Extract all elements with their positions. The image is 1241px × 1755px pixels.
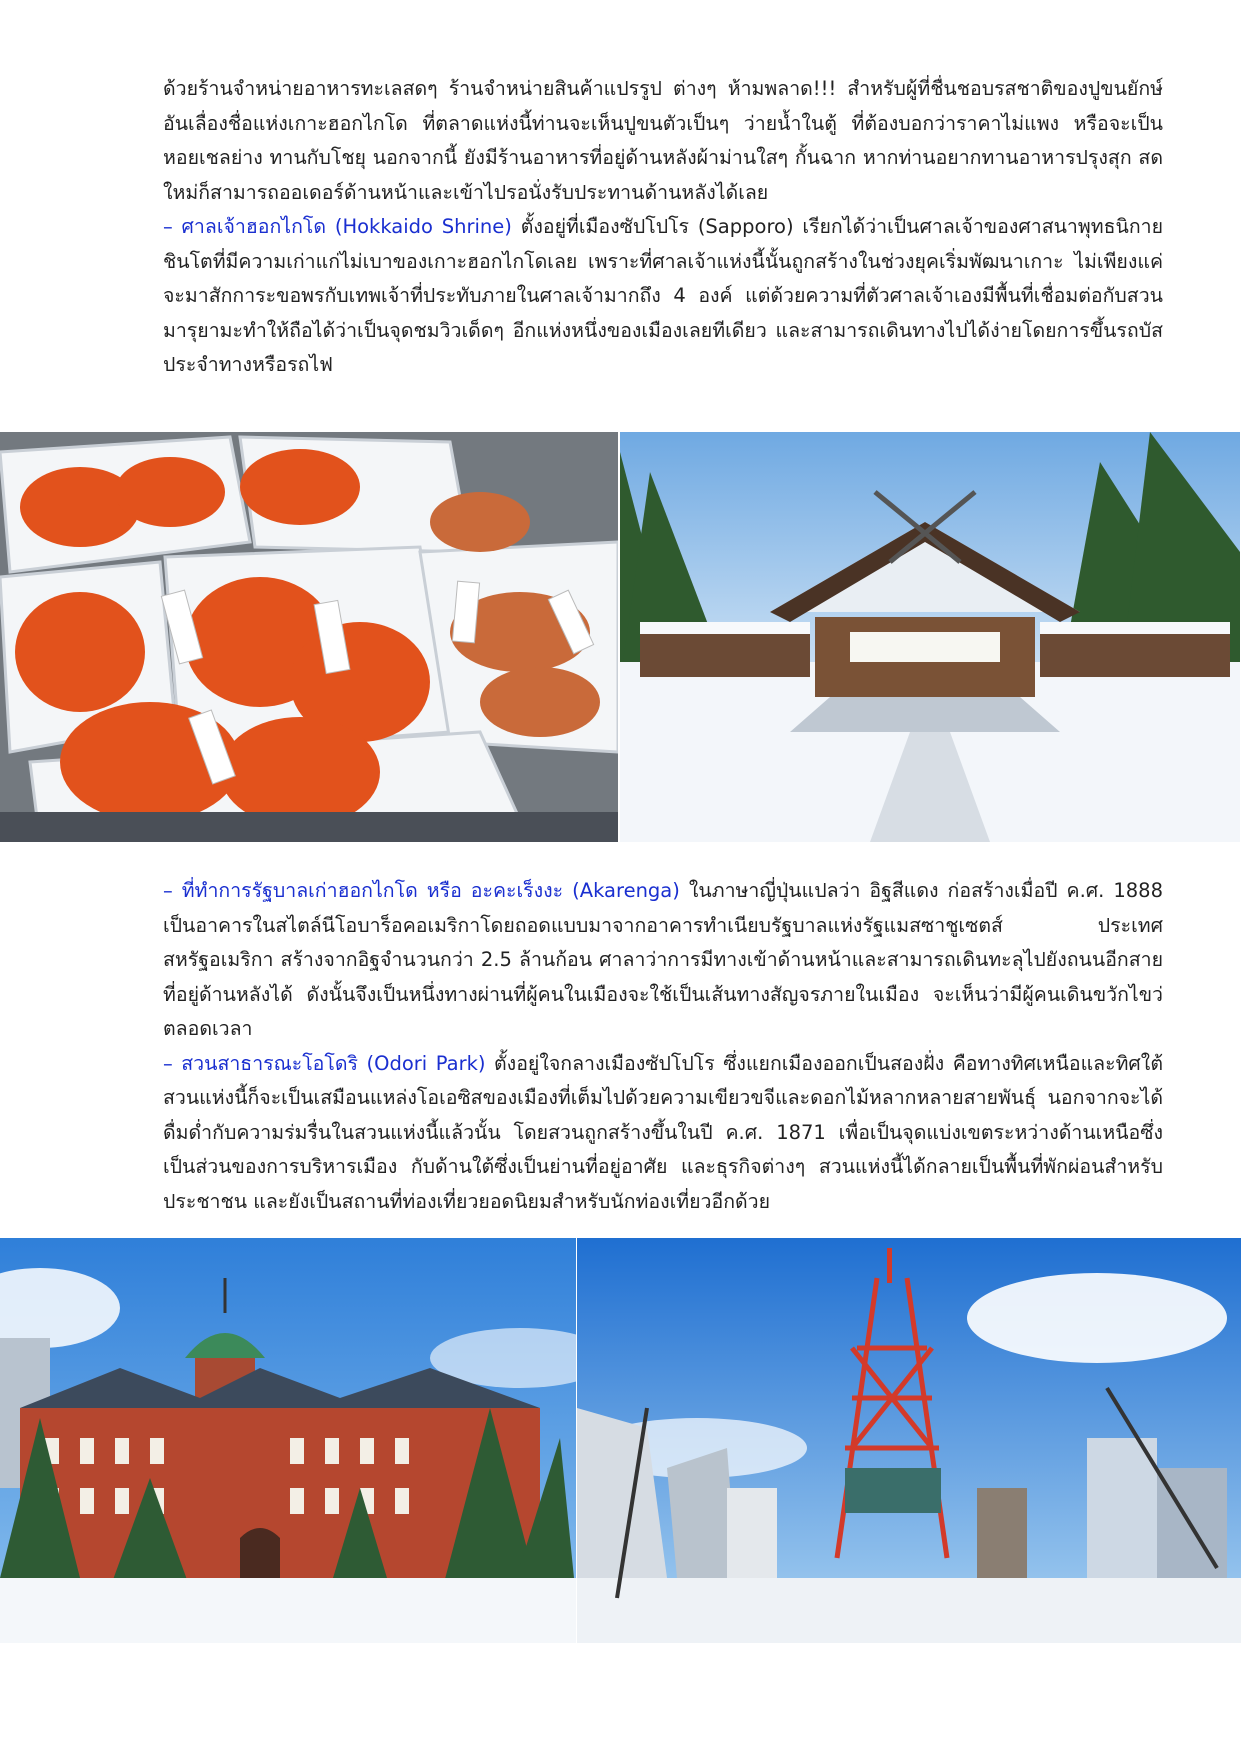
odori-park-heading: – สวนสาธารณะโอโดริ (Odori Park) bbox=[163, 1051, 486, 1075]
odori-park-tv-tower-photo bbox=[577, 1238, 1241, 1643]
hokkaido-shrine-body: ตั้งอยู่ที่เมืองซัปโปโร (Sapporo) เรียกได้ว่าเป็นศาลเจ้าของศาสนาพุทธนิกายชินโตที่มีความเก่าแก่ไม่เบาของเกาะฮอกไกโดเลย เพราะที่ศาลเจ้าแห่งนี้นั้นถูกสร้างในช่วงยุคเริ่มพัฒนาเกาะ ไม่เพียงแค่จะมาสักการะขอพรกับเทพเจ้าที่ประทับภายในศาลเจ้ามากถึง 4 องค์ แต่ด้วยความที่ตัวศาลเจ้าเองมีพื้นที่เชื่อมต่อกับสวนมารุยามะทำให้ถือได้ว่าเป็นจุดชมวิวเด็ดๆ อีกแห่งหนึ่งของเมืองเลยทีเดียว และสามารถเดินทางไปได้ง่ายโดยการขึ้นรถบัสประจำทางหรือรถไฟ bbox=[163, 215, 1163, 376]
hokkaido-shrine-heading: – ศาลเจ้าฮอกไกโด (Hokkaido Shrine) bbox=[163, 215, 512, 238]
section-2-text bbox=[163, 874, 1163, 1219]
section-1-text bbox=[163, 72, 1163, 383]
crab-market-photo bbox=[0, 432, 618, 842]
odori-park-paragraph bbox=[163, 1047, 1163, 1220]
hokkaido-shrine-paragraph bbox=[163, 210, 1163, 383]
odori-park-body: ตั้งอยู่ใจกลางเมืองซัปโปโร ซึ่งแยกเมืองออกเป็นสองฝั่ง คือทางทิศเหนือและทิศใต้ สวนแห่งนี้ก็จะเป็นเสมือนแหล่งโอเอซิสของเมืองที่เต็มไปด้วยความเขียวขจีและดอกไม้หลากหลายสายพันธุ์ นอกจากจะได้ดื่มด่ำกับความร่มรื่นในสวนแห่งนี้แล้วนั้น โดยสวนถูกสร้างขึ้นในปี ค.ศ. 1871 เพื่อเป็นจุดแบ่งเขตระหว่างด้านเหนือซึ่งเป็นส่วนของการบริหารเมือง กับด้านใต้ซึ่งเป็นย่านที่อยู่อาศัย และธุรกิจต่างๆ สวนแห่งนี้ได้กลายเป็นพื้นที่พักผ่อนสำหรับประชาชน และยังเป็นสถานที่ท่องเที่ยวยอดนิยมสำหรับนักท่องเที่ยวอีกด้วย bbox=[163, 1051, 1163, 1213]
akarenga-paragraph bbox=[163, 874, 1163, 1047]
akarenga-heading: – ที่ทำการรัฐบาลเก่าฮอกไกโด หรือ อะคะเร็งงะ (Akarenga) bbox=[163, 879, 680, 902]
seafood-market-paragraph: ด้วยร้านจำหน่ายอาหารทะเลสดๆ ร้านจำหน่ายสินค้าแปรรูป ต่างๆ ห้ามพลาด!!! สำหรับผู้ที่ชื่นชอบรสชาติของปูขนยักษ์อันเลื่องชื่อแห่งเกาะฮอกไกโด ที่ตลาดแห่งนี้ท่านจะเห็นปูขนตัวเป็นๆ ว่ายน้ำในตู้ ที่ต้องบอกว่าราคาไม่แพง หรือจะเป็น หอยเชลย่าง ทานกับโชยุ นอกจากนี้ ยังมีร้านอาหารที่อยู่ด้านหลังผ้าม่านใสๆ กั้นฉาก หากท่านอยากทานอาหารปรุงสุก สดใหม่ก็สามารถออเดอร์ด้านหน้าและเข้าไปรอนั่งรับประทานด้านหลังได้เลย bbox=[163, 77, 1163, 204]
akarenga-photo bbox=[0, 1238, 576, 1643]
akarenga-body: ในภาษาญี่ปุ่นแปลว่า อิฐสีแดง ก่อสร้างเมื่อปี ค.ศ. 1888 เป็นอาคารในสไตล์นีโอบาร็อคอเมริกาโดยถอดแบบมาจากอาคารทำเนียบรัฐบาลแห่งรัฐแมสซาชูเซตส์ ประเทศสหรัฐอเมริกา สร้างจากอิฐจำนวนกว่า 2.5 ล้านก้อน ศาลาว่าการมีทางเข้าด้านหน้าและสามารถเดินทะลุไปยังถนนอีกสายที่อยู่ด้านหลังได้ ดังนั้นจึงเป็นหนึ่งทางผ่านที่ผู้คนในเมืองจะใช้เป็นเส้นทางสัญจรภายในเมือง จะเห็นว่ามีผู้คนเดินขวักไขว่ตลอดเวลา bbox=[163, 879, 1163, 1040]
hokkaido-shrine-photo bbox=[620, 432, 1240, 842]
